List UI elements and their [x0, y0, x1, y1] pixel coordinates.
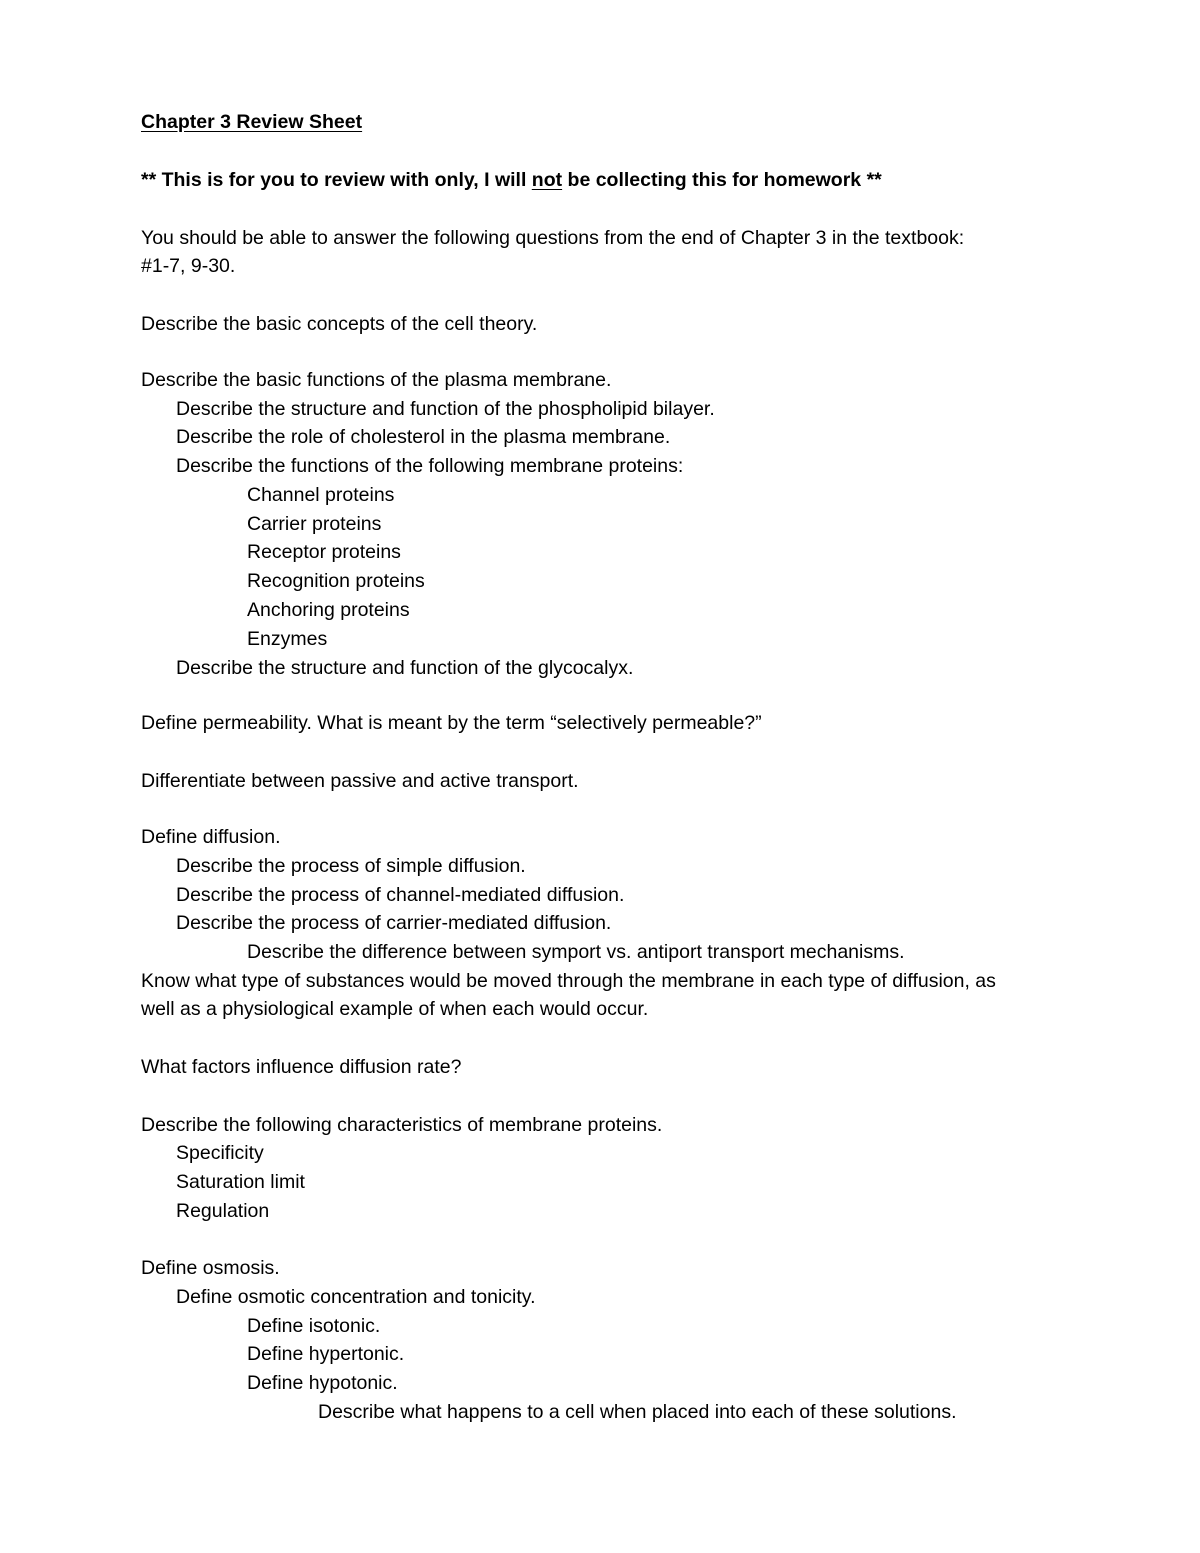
review-line: Define diffusion.: [141, 826, 281, 848]
review-line: Know what type of substances would be moved through the membrane in each type of diffusion, as: [141, 970, 996, 992]
review-line: Channel proteins: [247, 484, 395, 506]
review-line: Define hypertonic.: [247, 1343, 405, 1365]
review-line: Saturation limit: [176, 1171, 305, 1193]
review-line: Describe what happens to a cell when placed into each of these solutions.: [318, 1401, 957, 1423]
review-line: Differentiate between passive and active transport.: [141, 770, 579, 792]
notice-text-end: be collecting this for homework **: [562, 169, 882, 191]
review-line: #1-7, 9-30.: [141, 255, 236, 277]
review-line: Describe the structure and function of the phospholipid bilayer.: [176, 398, 715, 420]
notice-text-start: ** This is for you to review with only, I will: [141, 169, 532, 191]
review-line: Anchoring proteins: [247, 599, 410, 621]
review-line: Describe the functions of the following membrane proteins:: [176, 455, 684, 477]
homework-notice: [141, 166, 882, 194]
review-line: Describe the process of carrier-mediated diffusion.: [176, 912, 612, 934]
review-line: Describe the difference between symport vs. antiport transport mechanisms.: [247, 941, 905, 963]
review-line: You should be able to answer the following questions from the end of Chapter 3 in the textbook:: [141, 227, 965, 249]
review-line: Enzymes: [247, 628, 328, 650]
review-line: Describe the process of channel-mediated diffusion.: [176, 884, 625, 906]
review-line: well as a physiological example of when each would occur.: [141, 998, 649, 1020]
review-line: Define isotonic.: [247, 1315, 381, 1337]
review-line: Describe the structure and function of the glycocalyx.: [176, 657, 634, 679]
review-line: Carrier proteins: [247, 513, 382, 535]
document-title: Chapter 3 Review Sheet: [141, 111, 363, 133]
review-line: Describe the basic concepts of the cell theory.: [141, 313, 538, 335]
review-line: Receptor proteins: [247, 541, 401, 563]
review-line: Define hypotonic.: [247, 1372, 398, 1394]
review-line: What factors influence diffusion rate?: [141, 1056, 462, 1078]
review-line: Regulation: [176, 1200, 270, 1222]
review-line: Specificity: [176, 1142, 264, 1164]
review-line: Define osmosis.: [141, 1257, 280, 1279]
review-line: Describe the role of cholesterol in the plasma membrane.: [176, 426, 671, 448]
notice-emphasis: not: [531, 169, 563, 191]
review-line: Recognition proteins: [247, 570, 425, 592]
review-line: Describe the basic functions of the plasma membrane.: [141, 369, 612, 391]
review-line: Describe the following characteristics of membrane proteins.: [141, 1114, 663, 1136]
review-line: Define permeability. What is meant by the term “selectively permeable?”: [141, 712, 762, 734]
review-line: Describe the process of simple diffusion.: [176, 855, 526, 877]
review-line: Define osmotic concentration and tonicity.: [176, 1286, 536, 1308]
